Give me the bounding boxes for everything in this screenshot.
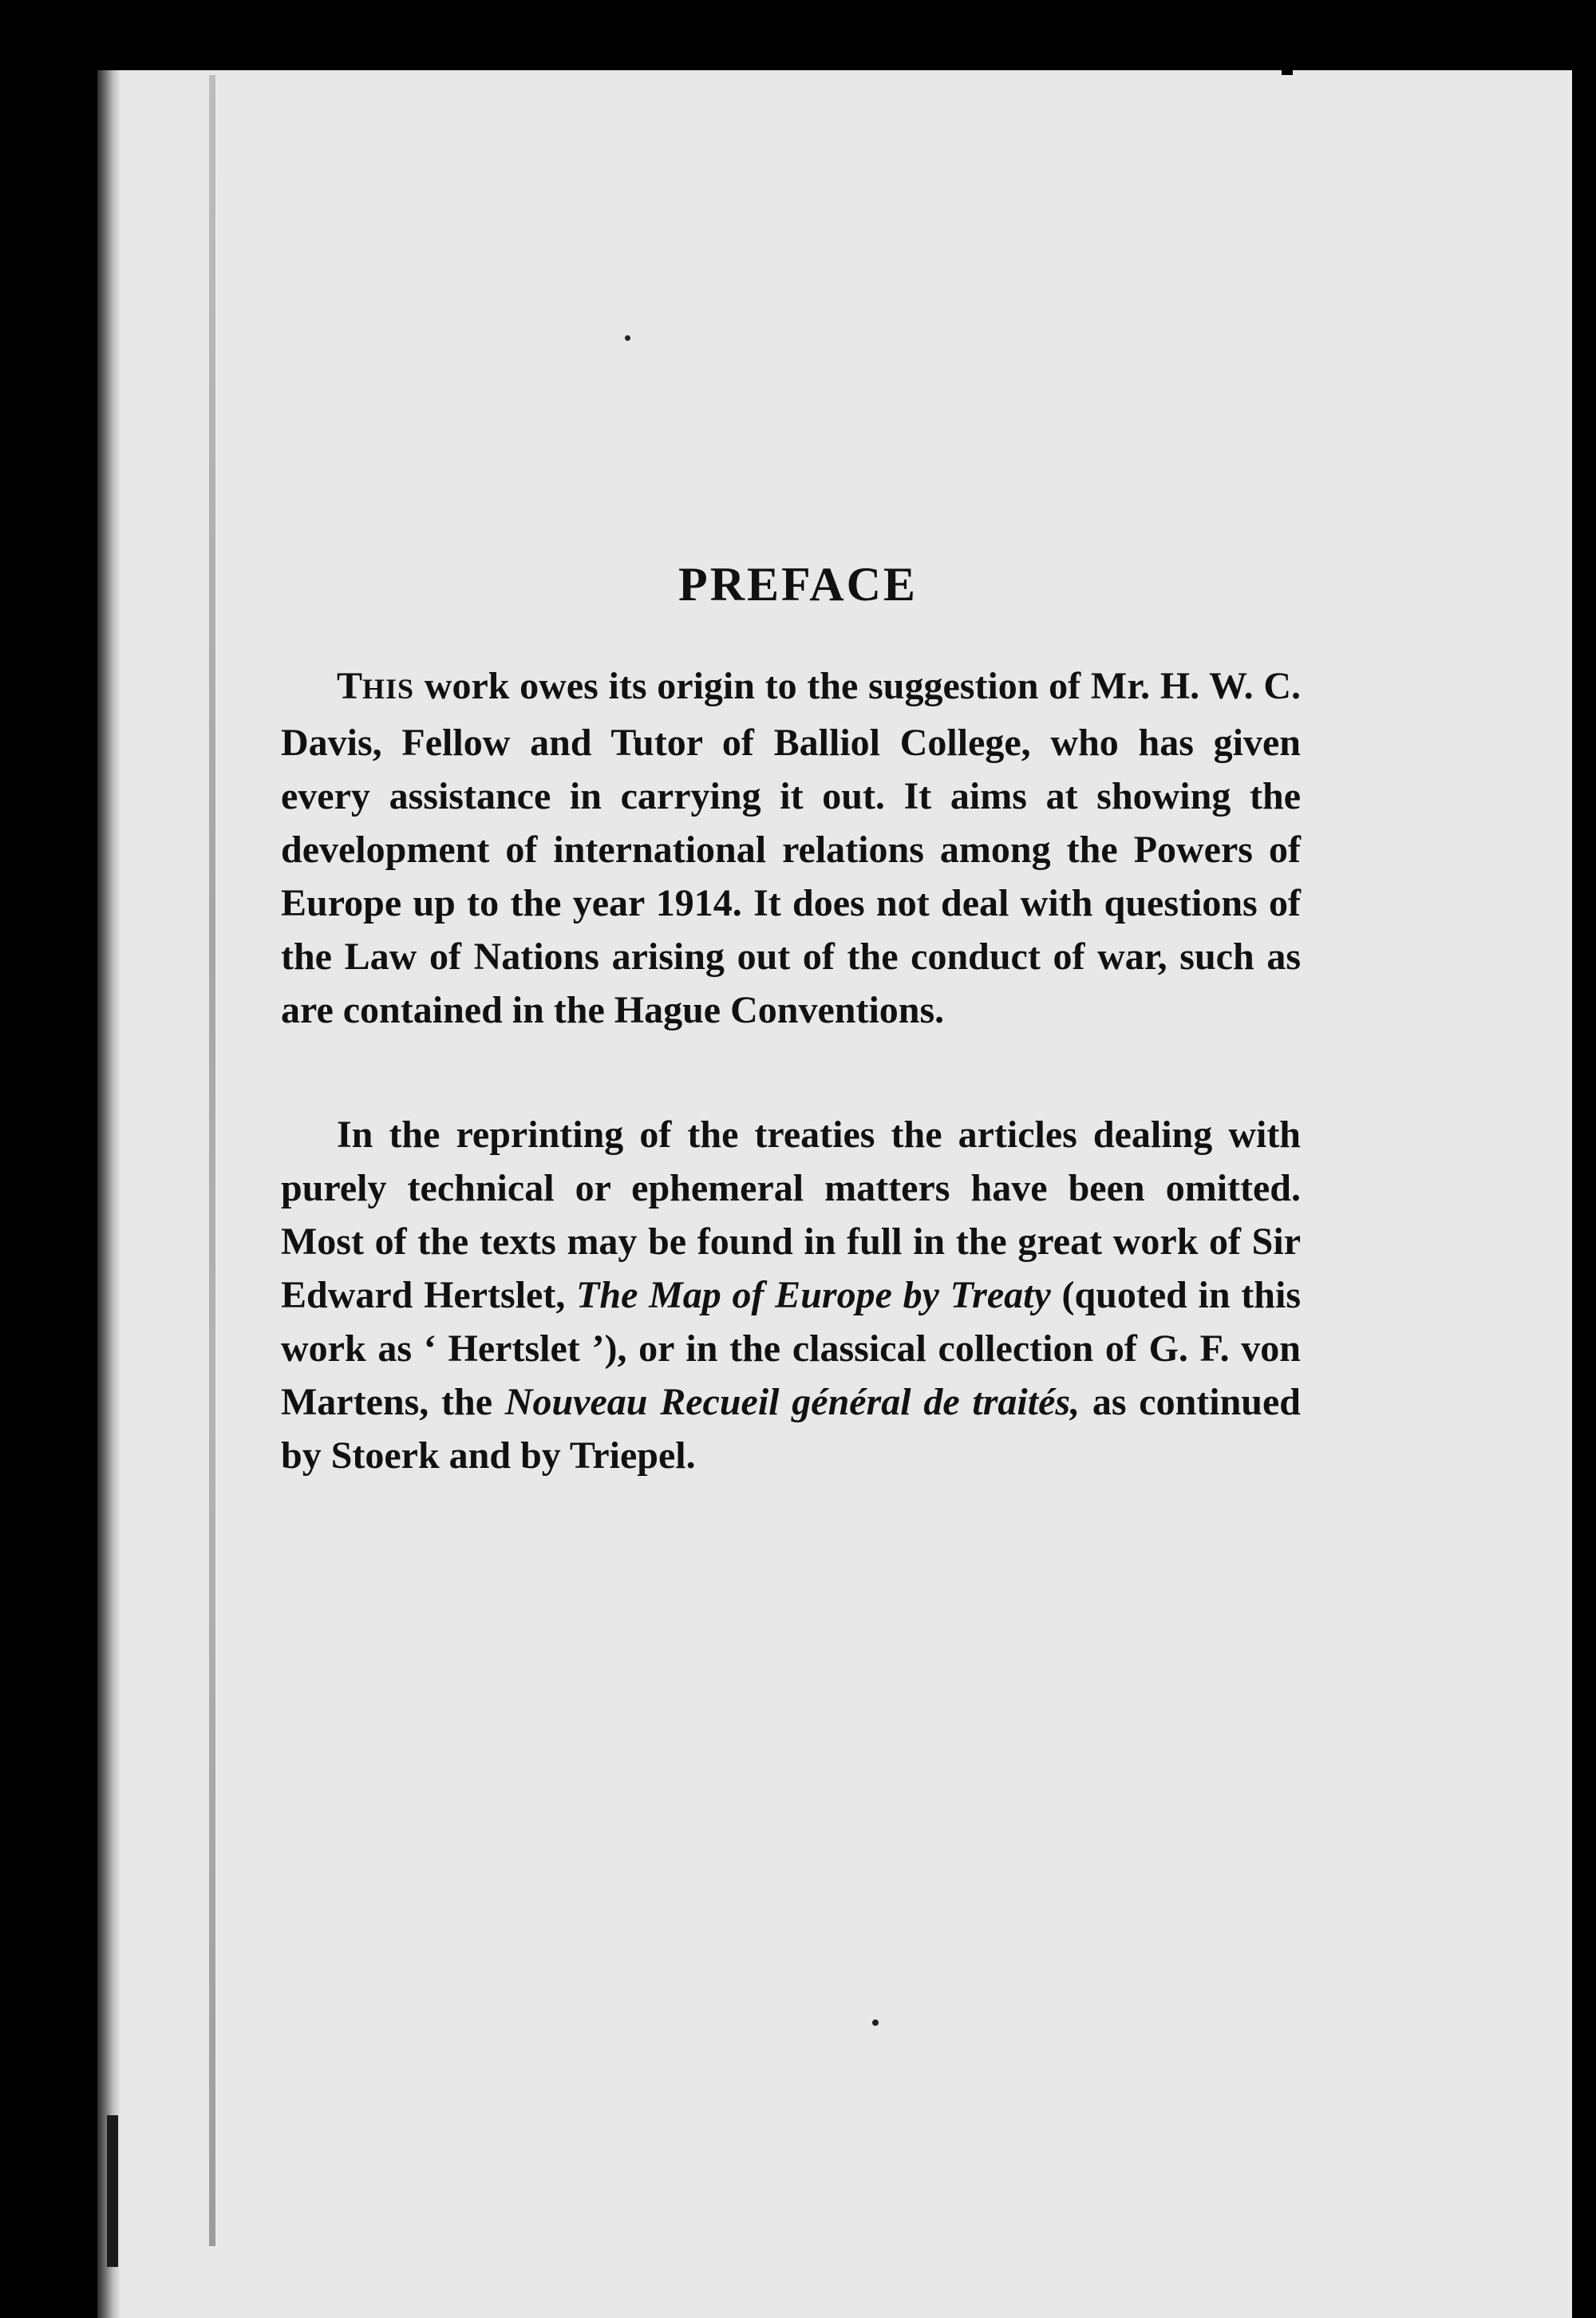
martens-work-title: Nouveau Recueil général de traités,: [504, 1381, 1080, 1423]
gutter-foot-mark: [107, 2115, 118, 2267]
paragraph-2-text-c: as continued by Stoerk and by Triepel.: [281, 1381, 1301, 1477]
paragraph-1-lead: [337, 659, 414, 716]
preface-title: PREFACE: [678, 558, 918, 611]
hertslet-work-title: The Map of Europe by Treaty: [576, 1274, 1051, 1316]
preface-paragraph-1: [281, 659, 1301, 1037]
paragraph-2-text-a: In the reprinting of the treaties the articles dealing with purely technical or ephemeral matters have been omitted. Most of the texts may be found in full in the great work of Sir Edward Hertslet,: [281, 1114, 1301, 1316]
paragraph-1-body: work owes its origin to the suggestion of Mr. H. W. C. Davis, Fellow and Tutor of Balliol College, who has given every assistance in carrying it out. It aims at showing the development of international relations among the Powers of Europe up to the year 1914. It does not deal with questions of the Law of Nations arising out of the conduct of war, such as are contained in the Hague Conventions.: [281, 665, 1301, 1031]
page-binding-edge: [97, 70, 120, 2318]
speck-bottom: [872, 2019, 879, 2026]
speck-top: [625, 335, 630, 341]
lead-initial: T: [337, 665, 363, 707]
preface-paragraph-2: [281, 1108, 1301, 1482]
gutter-shadow: [209, 75, 215, 2246]
paragraph-2-text-b: (quoted in this work as ‘ Hertslet ’), or in the classical collection of G. F. von Martens, the: [281, 1274, 1301, 1423]
scan-corner-mark: [1282, 64, 1293, 75]
lead-small-caps: HIS: [362, 673, 415, 705]
